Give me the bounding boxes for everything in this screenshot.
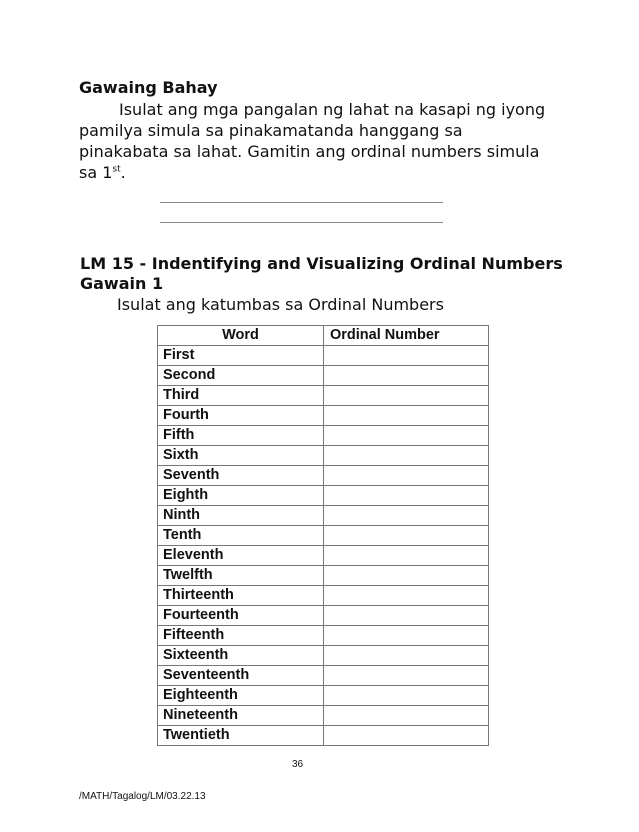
word-cell: Third (158, 386, 324, 406)
ordinal-number-cell[interactable] (324, 646, 489, 666)
word-cell: Sixth (158, 446, 324, 466)
ordinal-number-cell[interactable] (324, 566, 489, 586)
ordinal-number-cell[interactable] (324, 526, 489, 546)
word-cell: Fifth (158, 426, 324, 446)
table-row (158, 506, 489, 526)
lesson-title: LM 15 - Indentifying and Visualizing Ordinal Numbers (80, 254, 563, 273)
word-cell: Fourth (158, 406, 324, 426)
table-row (158, 686, 489, 706)
word-cell: Sixteenth (158, 646, 324, 666)
header-ordinal-number: Ordinal Number (324, 326, 489, 346)
word-cell: Seventh (158, 466, 324, 486)
homework-title: Gawaing Bahay (79, 78, 218, 97)
ordinal-superscript: st (112, 164, 121, 175)
ordinal-number-cell[interactable] (324, 386, 489, 406)
table-row (158, 406, 489, 426)
table-row (158, 486, 489, 506)
ordinal-number-cell[interactable] (324, 446, 489, 466)
table-row (158, 666, 489, 686)
word-cell: Eighteenth (158, 686, 324, 706)
table-row (158, 446, 489, 466)
word-cell: Fifteenth (158, 626, 324, 646)
ordinal-number-cell[interactable] (324, 686, 489, 706)
activity-instruction: Isulat ang katumbas sa Ordinal Numbers (117, 295, 444, 314)
word-cell: Twentieth (158, 726, 324, 746)
word-cell: Tenth (158, 526, 324, 546)
ordinal-number-cell[interactable] (324, 426, 489, 446)
footer-code: /MATH/Tagalog/LM/03.22.13 (79, 791, 206, 802)
table-row (158, 606, 489, 626)
word-cell: Ninth (158, 506, 324, 526)
ordinal-number-cell[interactable] (324, 726, 489, 746)
ordinal-number-cell[interactable] (324, 506, 489, 526)
ordinal-number-cell[interactable] (324, 606, 489, 626)
word-cell: Second (158, 366, 324, 386)
homework-paragraph-end: . (120, 163, 126, 182)
ordinal-table (157, 325, 489, 746)
word-cell: Nineteenth (158, 706, 324, 726)
table-row (158, 626, 489, 646)
table-row (158, 586, 489, 606)
word-cell: Eleventh (158, 546, 324, 566)
table-row (158, 646, 489, 666)
ordinal-number-cell[interactable] (324, 546, 489, 566)
table-row (158, 426, 489, 446)
word-cell: Seventeenth (158, 666, 324, 686)
ordinal-number-cell[interactable] (324, 706, 489, 726)
ordinal-number-cell[interactable] (324, 586, 489, 606)
ordinal-number-cell[interactable] (324, 486, 489, 506)
table-row (158, 706, 489, 726)
table-row (158, 346, 489, 366)
word-cell: Thirteenth (158, 586, 324, 606)
header-word: Word (158, 326, 324, 346)
ordinal-number-cell[interactable] (324, 666, 489, 686)
table-row (158, 566, 489, 586)
table-row (158, 546, 489, 566)
ordinal-number-cell[interactable] (324, 466, 489, 486)
word-cell: Fourteenth (158, 606, 324, 626)
word-cell: Twelfth (158, 566, 324, 586)
ordinal-number-cell[interactable] (324, 366, 489, 386)
answer-line-1 (160, 202, 443, 203)
word-cell: First (158, 346, 324, 366)
ordinal-number-cell[interactable] (324, 626, 489, 646)
table-row (158, 366, 489, 386)
ordinal-number-cell[interactable] (324, 346, 489, 366)
word-cell: Eighth (158, 486, 324, 506)
table-body (158, 346, 489, 746)
ordinal-number-cell[interactable] (324, 406, 489, 426)
table-row (158, 526, 489, 546)
table-header-row (158, 326, 489, 346)
table-row (158, 466, 489, 486)
table-row (158, 386, 489, 406)
homework-paragraph (79, 99, 549, 183)
page-number: 36 (292, 759, 304, 770)
table-row (158, 726, 489, 746)
activity-title: Gawain 1 (80, 274, 164, 293)
homework-paragraph-text: Isulat ang mga pangalan ng lahat na kasapi ng iyong pamilya simula sa pinakamatanda hanggang sa pinakabata sa lahat. Gamitin ang ordinal numbers simula sa 1 (79, 100, 546, 182)
answer-line-2 (160, 222, 443, 223)
